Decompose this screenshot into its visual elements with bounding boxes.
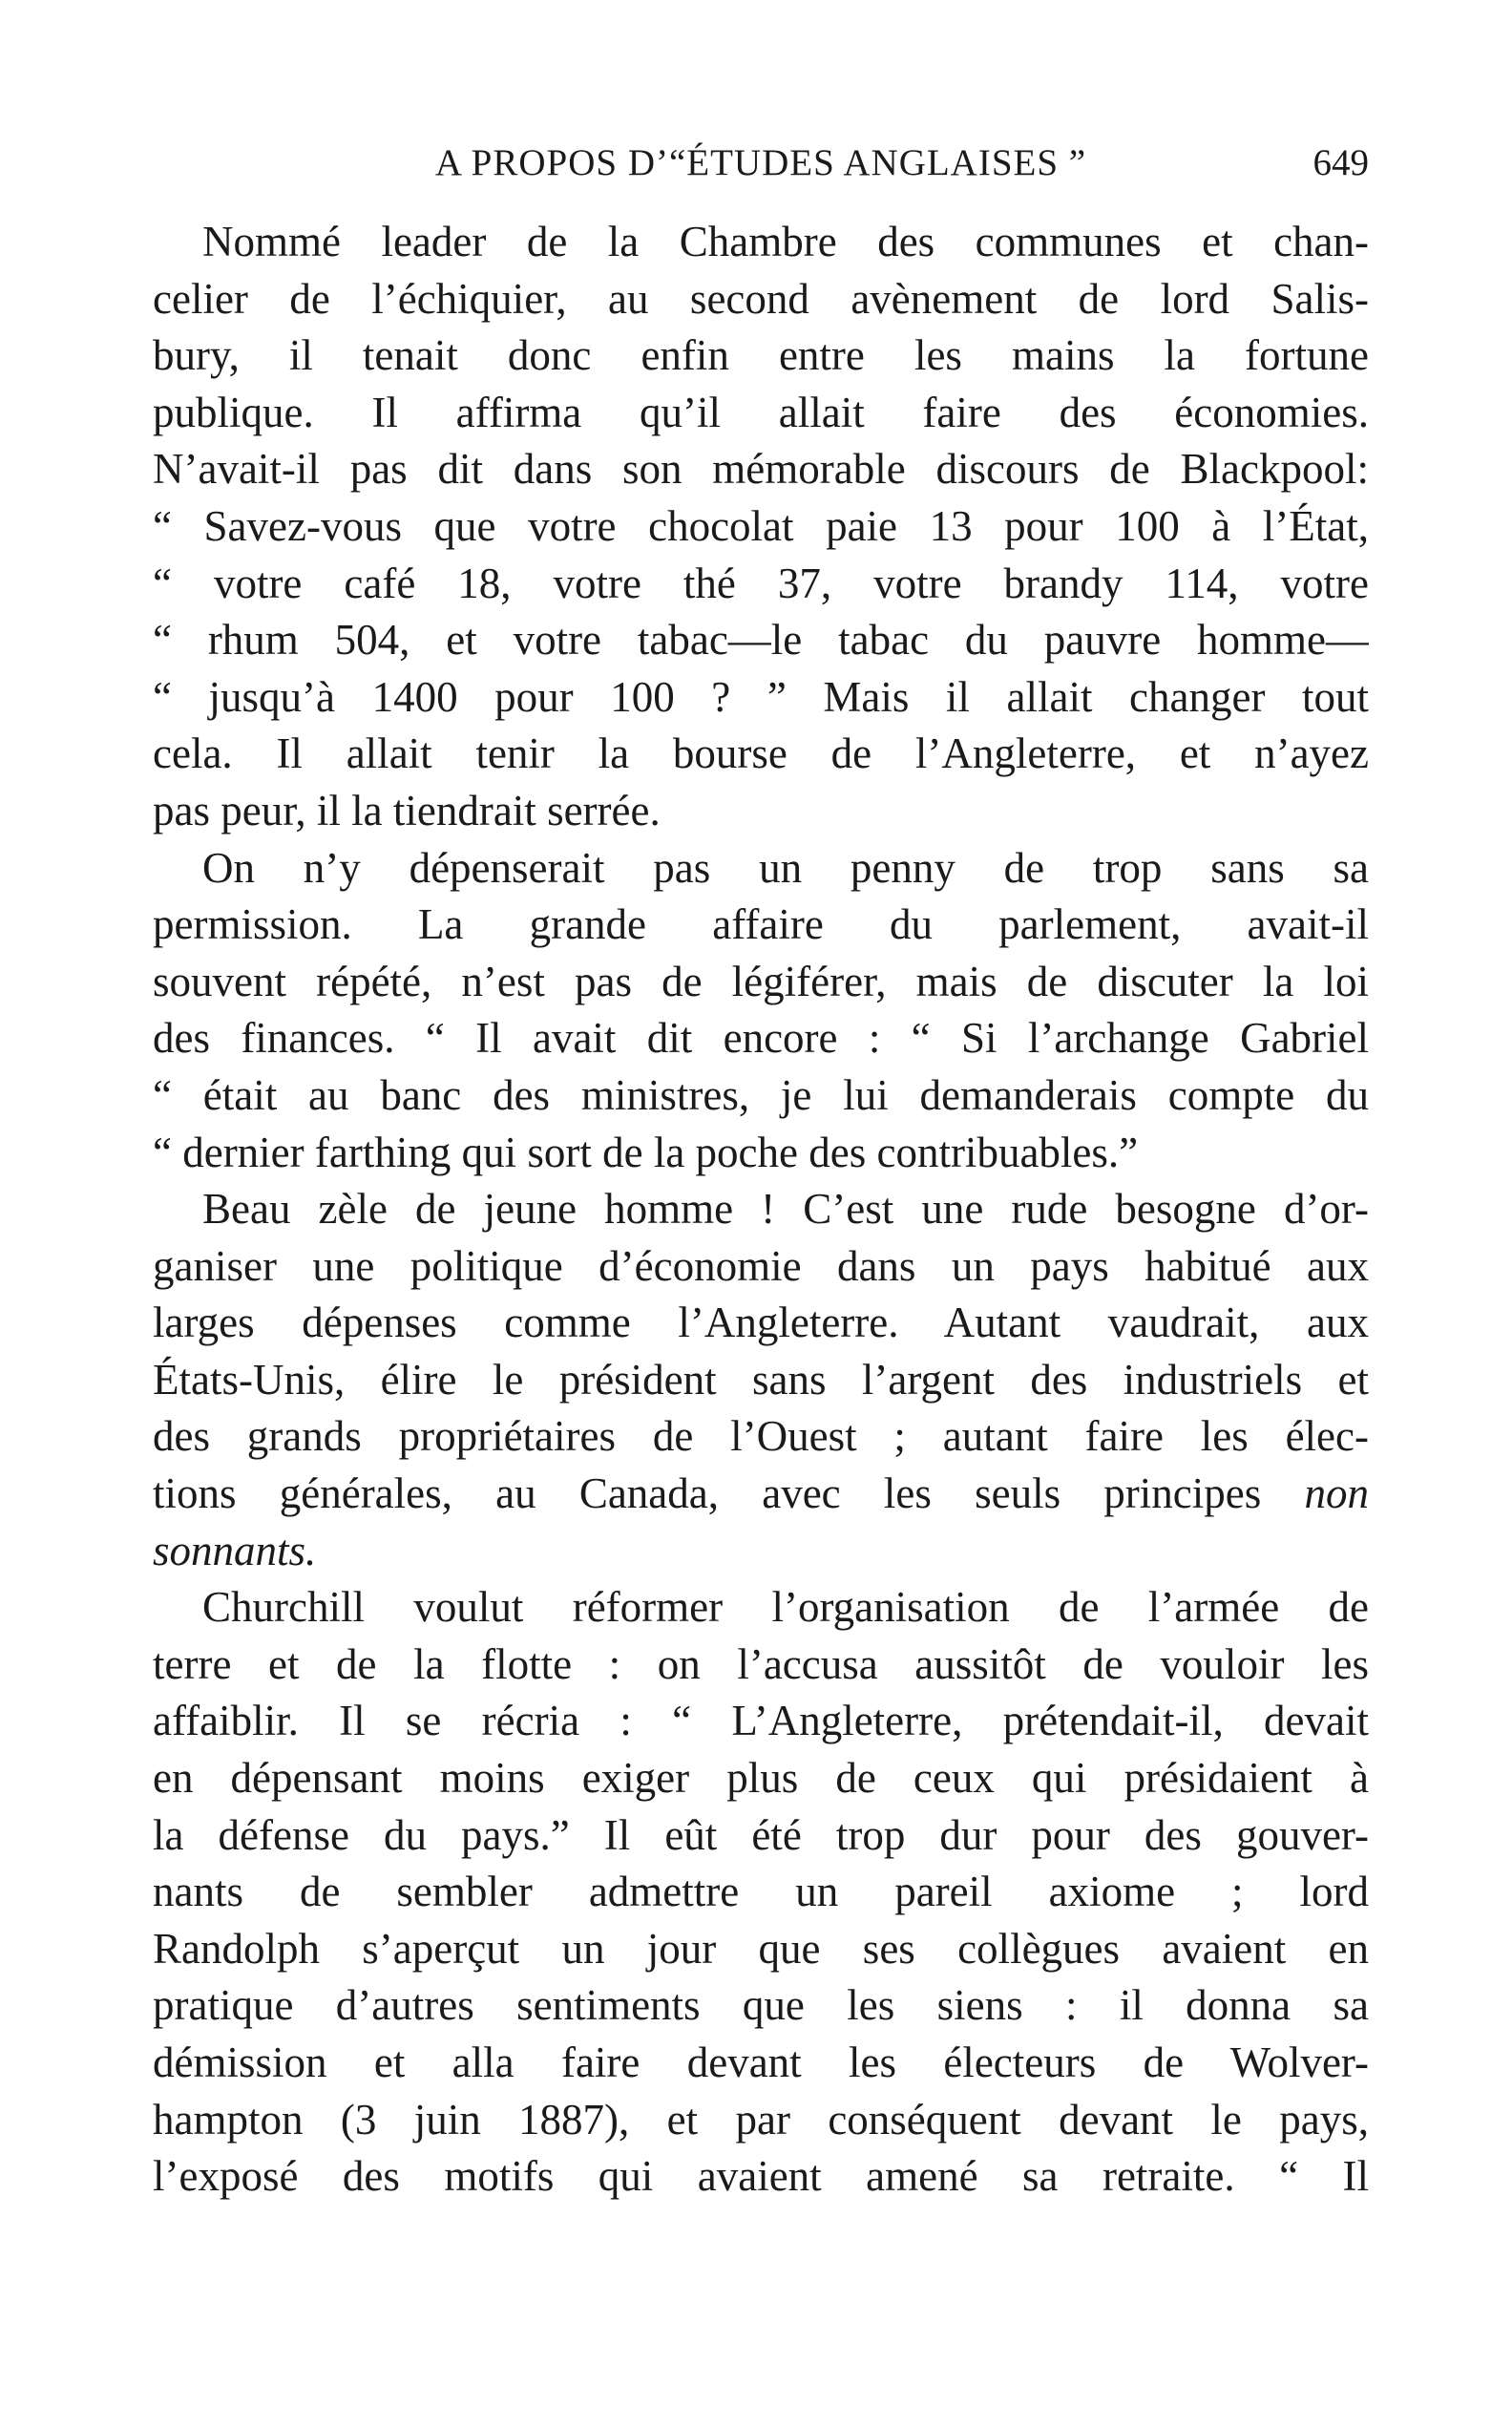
text-line <box>153 1408 1369 1466</box>
text-line <box>153 441 1369 498</box>
text-line <box>153 327 1369 385</box>
text-line <box>153 897 1369 954</box>
text-line <box>153 1181 1369 1238</box>
text-line <box>153 1693 1369 1750</box>
text-line <box>153 726 1369 783</box>
text-line <box>153 2035 1369 2092</box>
text-line-content: Churchill voulut réformer l’organisation de l’armée de <box>202 1583 1369 1632</box>
text-line-content: “ dernier farthing qui sort de la poche des contribuables.” <box>153 1128 1139 1176</box>
text-line <box>153 1921 1369 1978</box>
text-line-content: hampton (3 juin 1887), et par conséquent devant le pays, <box>153 2095 1369 2144</box>
text-line <box>153 385 1369 442</box>
text-line-content: la défense du pays.” Il eût été trop dur pour des gouver- <box>153 1810 1369 1859</box>
text-line-content: pratique d’autres sentiments que les siens : il donna sa <box>153 1981 1369 2030</box>
text-line <box>153 1864 1369 1921</box>
text-line <box>153 1067 1369 1125</box>
text-line-content: “ était au banc des ministres, je lui demanderais compte du <box>153 1070 1369 1119</box>
text-line-content: N’avait-il pas dit dans son mémorable discours de Blackpool: <box>153 445 1369 494</box>
text-line-content: Randolph s’aperçut un jour que ses collègues avaient en <box>153 1924 1369 1973</box>
text-line-content: “ rhum 504, et votre tabac—le tabac du pauvre homme— <box>153 616 1369 665</box>
text-line-content: des finances. “ Il avait dit encore : “ Si l’archange Gabriel <box>153 1014 1369 1063</box>
text-line <box>153 271 1369 328</box>
text-line <box>153 840 1369 898</box>
text-line-content: en dépensant moins exiger plus de ceux qui présidaient à <box>153 1754 1369 1803</box>
text-line-content: On n’y dépenserait pas un penny de trop sans sa <box>202 843 1369 892</box>
text-line-content: permission. La grande affaire du parlement, avait-il <box>153 900 1369 949</box>
text-line-content: bury, il tenait donc enfin entre les mains la fortune <box>153 331 1369 380</box>
text-line-content: démission et alla faire devant les électeurs de Wolver- <box>153 2038 1369 2086</box>
text-line <box>153 1523 1369 1580</box>
text-line <box>153 612 1369 669</box>
text-line <box>153 556 1369 613</box>
text-line <box>153 1579 1369 1637</box>
text-line <box>153 214 1369 271</box>
text-line <box>153 2092 1369 2149</box>
text-line <box>153 1295 1369 1352</box>
text-line <box>153 1977 1369 2035</box>
text-line <box>153 498 1369 556</box>
text-line-content: affaiblir. Il se récria : “ L’Angleterre, prétendait-il, devait <box>153 1697 1369 1745</box>
text-line <box>153 2148 1369 2206</box>
text-line <box>153 954 1369 1011</box>
text-line-content: “ Savez-vous que votre chocolat paie 13 pour 100 à l’État, <box>153 501 1369 550</box>
text-line-content: Nommé leader de la Chambre des communes et chan- <box>202 218 1369 265</box>
text-line-content: États-Unis, élire le président sans l’argent des industriels et <box>153 1355 1369 1404</box>
text-line-content: larges dépenses comme l’Angleterre. Autant vaudrait, aux <box>153 1299 1369 1347</box>
text-line-content: cela. Il allait tenir la bourse de l’Angleterre, et n’ayez <box>153 729 1369 778</box>
text-line-content: souvent répété, n’est pas de légiférer, mais de discuter la loi <box>153 957 1369 1005</box>
text-line-content: terre et de la flotte : on l’accusa aussitôt de vouloir les <box>153 1639 1369 1688</box>
running-head: A PROPOS D’“ÉTUDES ANGLAISES ” <box>434 142 1087 183</box>
text-line-content: tions générales, au Canada, avec les seuls principes <box>153 1469 1262 1518</box>
text-line <box>153 1637 1369 1694</box>
text-line-content: publique. Il affirma qu’il allait faire des économies. <box>153 388 1369 436</box>
text-line-content: “ votre café 18, votre thé 37, votre brandy 114, votre <box>153 559 1369 607</box>
text-line-content: ganiser une politique d’économie dans un pays habitué aux <box>153 1241 1369 1290</box>
text-line <box>153 1750 1369 1807</box>
italic-phrase: non <box>1304 1469 1369 1518</box>
page-header <box>153 134 1369 191</box>
text-line-content: “ jusqu’à 1400 pour 100 ? ” Mais il allait changer tout <box>153 672 1369 721</box>
italic-phrase: sonnants. <box>153 1526 317 1574</box>
text-line-content: des grands propriétaires de l’Ouest ; autant faire les élec- <box>153 1412 1369 1461</box>
text-line <box>153 669 1369 727</box>
text-line-content: l’exposé des motifs qui avaient amené sa retraite. “ Il <box>153 2152 1369 2201</box>
text-line <box>153 1352 1369 1409</box>
text-line <box>153 1466 1369 1523</box>
text-line <box>153 1238 1369 1296</box>
text-line <box>153 1807 1369 1865</box>
text-line-content: celier de l’échiquier, au second avènement de lord Salis- <box>153 274 1369 323</box>
text-line-content: pas peur, il la tiendrait serrée. <box>153 786 661 834</box>
page-number: 649 <box>1312 142 1369 183</box>
text-line-content: Beau zèle de jeune homme ! C’est une rude besogne d’or- <box>202 1185 1369 1234</box>
text-line <box>153 783 1369 840</box>
body-text <box>153 214 1369 2206</box>
text-line-content: nants de sembler admettre un pareil axiome ; lord <box>153 1868 1369 1916</box>
text-line <box>153 1125 1369 1182</box>
text-line <box>153 1010 1369 1067</box>
book-page <box>153 134 1369 2206</box>
